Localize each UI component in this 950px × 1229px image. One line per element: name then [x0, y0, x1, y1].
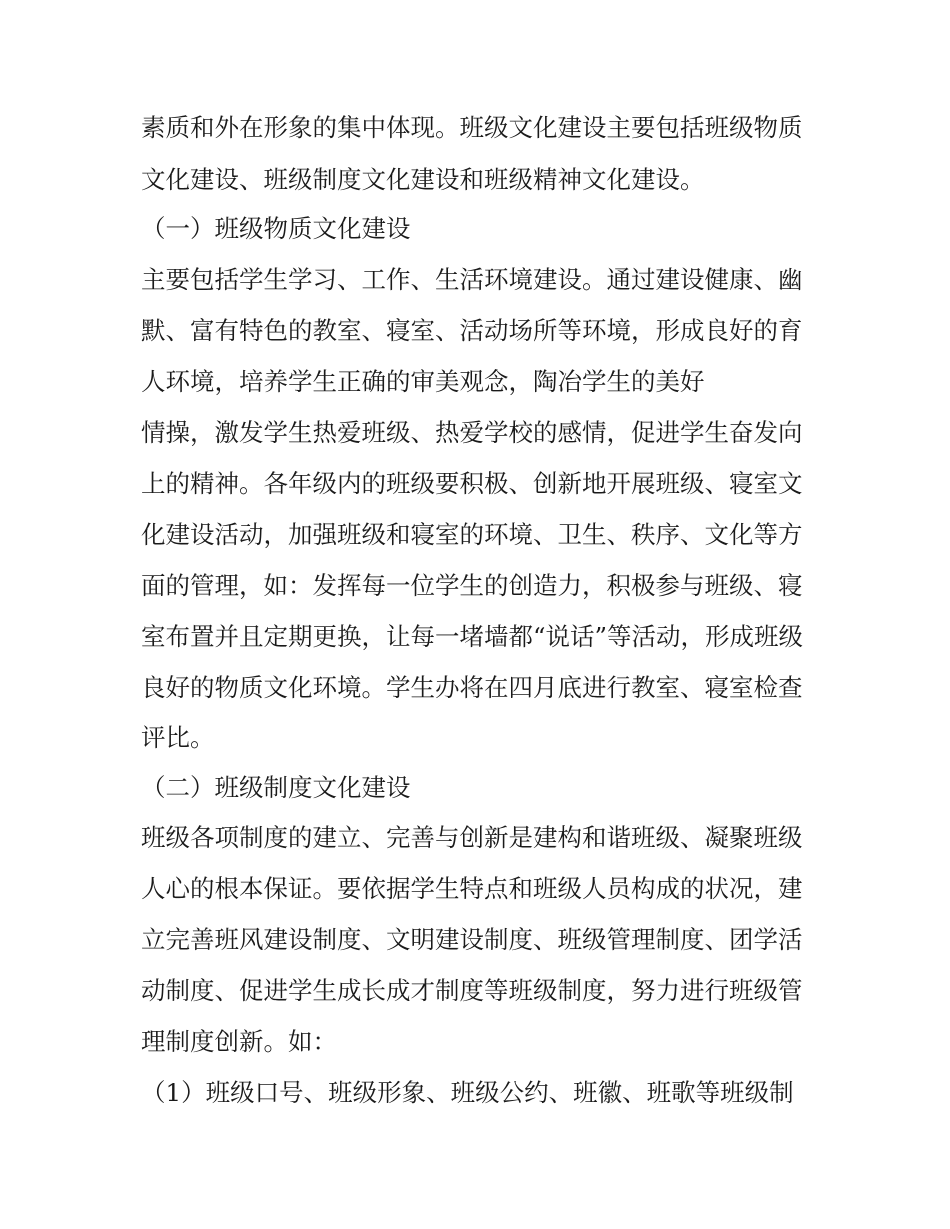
- body-line: 化建设活动，加强班级和寝室的环境、卫生、秩序、文化等方: [141, 520, 803, 549]
- body-line: 评比。: [141, 723, 215, 752]
- body-line: 默、富有特色的教室、寝室、活动场所等环境，形成良好的育: [141, 316, 803, 345]
- body-line: 面的管理，如：发挥每一位学生的创造力，积极参与班级、寝: [141, 571, 803, 600]
- body-line: 人环境，培养学生正确的审美观念，陶冶学生的美好: [141, 367, 705, 396]
- body-line: 动制度、促进学生成长成才制度等班级制度，努力进行班级管: [141, 976, 803, 1005]
- list-item-line: （1）班级口号、班级形象、班级公约、班徽、班歌等班级制: [141, 1078, 794, 1107]
- section-heading: （二）班级制度文化建设: [141, 773, 411, 802]
- body-line: 人心的根本保证。要依据学生特点和班级人员构成的状况，建: [141, 874, 803, 903]
- body-line: 情操，激发学生热爱班级、热爱学校的感情，促进学生奋发向: [141, 418, 803, 447]
- body-line: 主要包括学生学习、工作、生活环境建设。通过建设健康、幽: [141, 265, 803, 294]
- body-line: 良好的物质文化环境。学生办将在四月底进行教室、寝室检查: [141, 673, 803, 702]
- section-heading: （一）班级物质文化建设: [141, 214, 411, 243]
- body-line: 室布置并且定期更换，让每一堵墙都“说话”等活动，形成班级: [141, 622, 804, 651]
- body-line: 文化建设、班级制度文化建设和班级精神文化建设。: [141, 165, 705, 194]
- body-line: 上的精神。各年级内的班级要积极、创新地开展班级、寝室文: [141, 469, 803, 498]
- body-line: 班级各项制度的建立、完善与创新是建构和谐班级、凝聚班级: [141, 823, 803, 852]
- body-line: 理制度创新。如：: [141, 1027, 337, 1056]
- body-line: 立完善班风建设制度、文明建设制度、班级管理制度、团学活: [141, 925, 803, 954]
- body-line: 素质和外在形象的集中体现。班级文化建设主要包括班级物质: [141, 113, 803, 142]
